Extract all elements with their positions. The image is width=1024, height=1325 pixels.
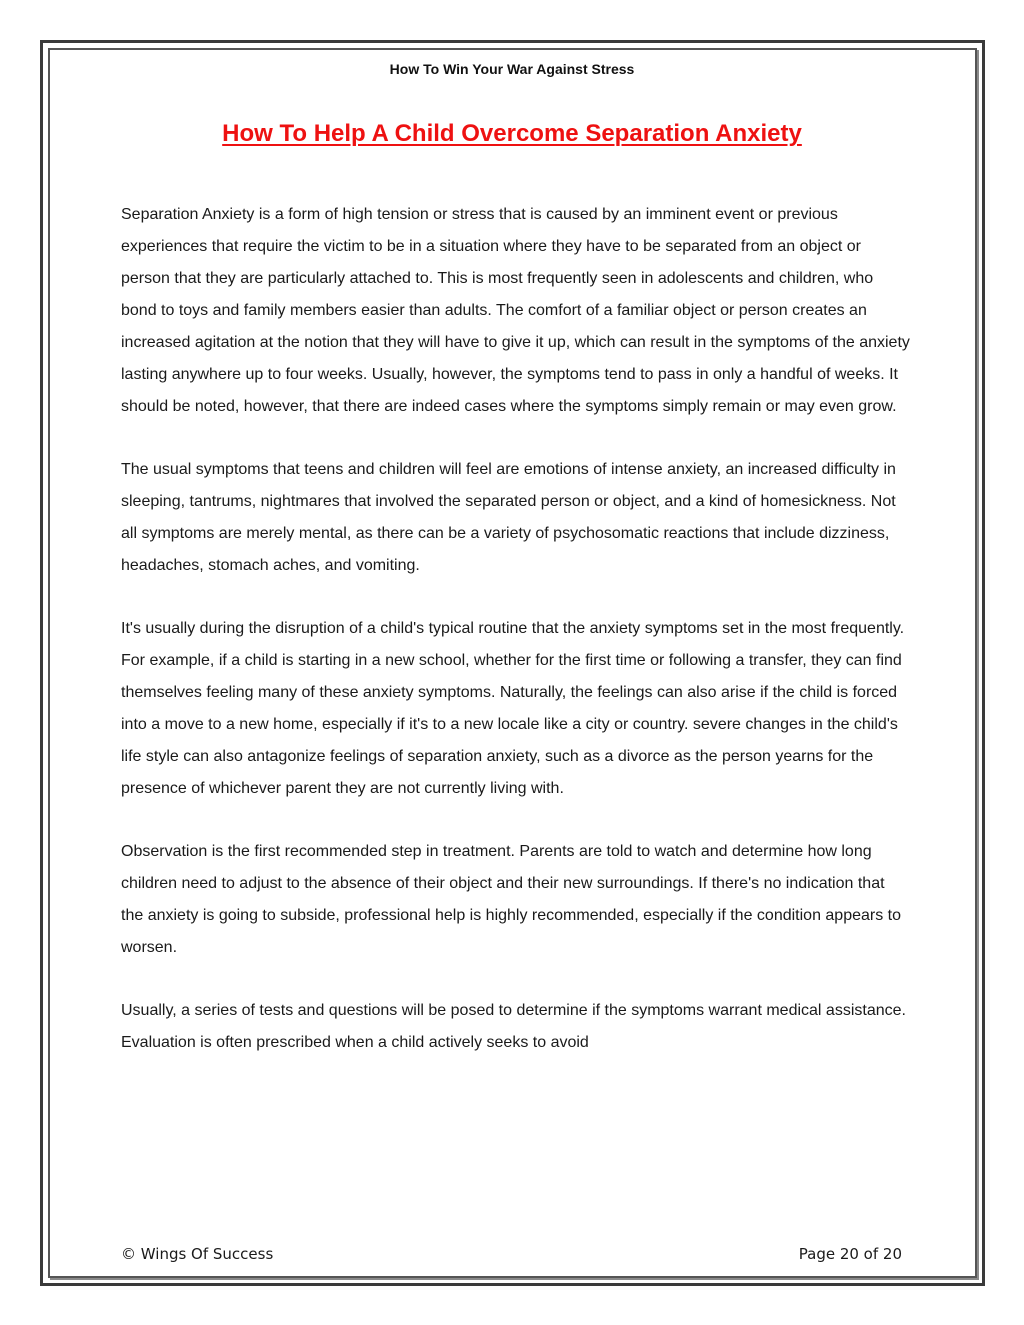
article-title: How To Help A Child Overcome Separation Anxiety [222,120,802,147]
article-body [121,199,911,1090]
paragraph: Observation is the first recommended step in treatment. Parents are told to watch and determine how long children need to adjust to the absence of their object and their new surroundings. If there's no indication that the anxiety is going to subside, professional help is highly recommended, especially if the condition appears to worsen. [121,843,902,956]
paragraph: Separation Anxiety is a form of high tension or stress that is caused by an imminent event or previous experiences that require the victim to be in a situation where they have to be separated from an object or person that they are particularly attached to. This is most frequently seen in adolescents and children, who bond to toys and family members easier than adults. The comfort of a familiar object or person creates an increased agitation at the notion that they will have to give it up, which can result in the symptoms of the anxiety lasting anywhere up to four weeks. Usually, however, the symptoms tend to pass in only a handful of weeks. It should be noted, however, that there are indeed cases where the symptoms simply remain or may even grow. [121,206,910,415]
footer-page-number: Page 20 of 20 [798,1245,902,1263]
running-header: How To Win Your War Against Stress [389,61,635,77]
footer-copyright: © Wings Of Success [121,1245,274,1263]
paragraph: It's usually during the disruption of a child's typical routine that the anxiety symptoms set in the most frequently. For example, if a child is starting in a new school, whether for the first time or following a transfer, they can find themselves feeling many of these anxiety symptoms. Naturally, the feelings can also arise if the child is forced into a move to a new home, especially if it's to a new locale like a city or country. severe changes in the child's life style can also antagonize feelings of separation anxiety, such as a divorce as the person yearns for the presence of whichever parent they are not currently living with. [121,620,905,797]
paragraph: The usual symptoms that teens and children will feel are emotions of intense anxiety, an increased difficulty in sleeping, tantrums, nightmares that involved the separated person or object, and a kind of homesickness. Not all symptoms are merely mental, as there can be a variety of psychosomatic reactions that include dizziness, headaches, stomach aches, and vomiting. [121,461,896,574]
paragraph: Usually, a series of tests and questions will be posed to determine if the symptoms warrant medical assistance. Evaluation is often prescribed when a child actively seeks to avoid [121,1002,906,1051]
